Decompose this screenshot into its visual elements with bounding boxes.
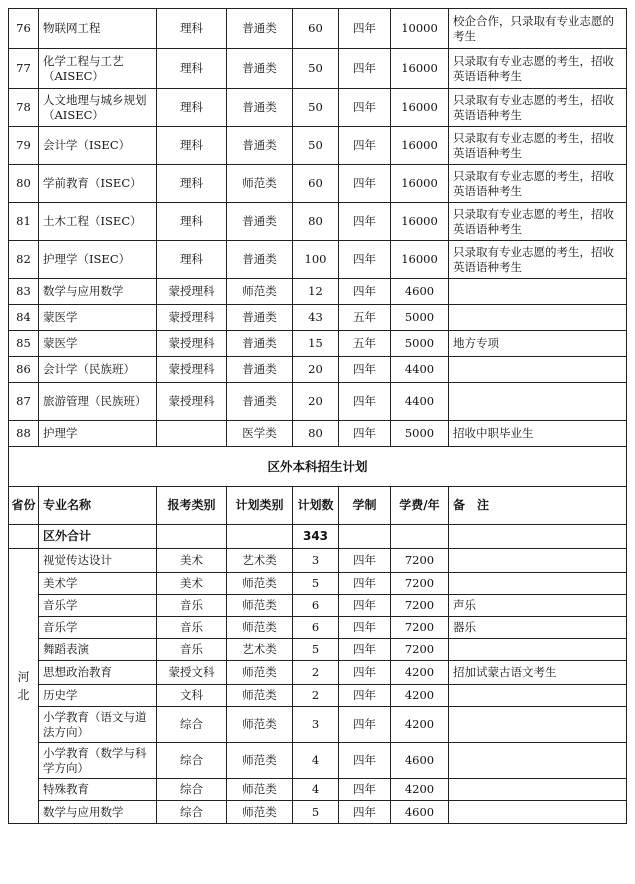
- major-name: 视觉传达设计: [39, 549, 157, 573]
- plan-type: 艺术类: [227, 549, 293, 573]
- row-number: 77: [9, 49, 39, 89]
- tuition-fee: 7200: [391, 617, 449, 639]
- province-name: 河北: [17, 670, 30, 702]
- plan-type: 普通类: [227, 89, 293, 127]
- exam-category: 蒙授理科: [157, 357, 227, 383]
- tuition-fee: 4200: [391, 779, 449, 801]
- table-row: [9, 639, 627, 661]
- total-blank-note: [449, 525, 627, 549]
- tuition-fee: 4200: [391, 685, 449, 707]
- duration: 四年: [339, 639, 391, 661]
- note: [449, 639, 627, 661]
- row-number: 82: [9, 241, 39, 279]
- table-row: [9, 241, 627, 279]
- plan-type: 普通类: [227, 203, 293, 241]
- plan-type: 普通类: [227, 49, 293, 89]
- table-row: [9, 165, 627, 203]
- major-name: 美术学: [39, 573, 157, 595]
- plan-type: 师范类: [227, 279, 293, 305]
- duration: 四年: [339, 165, 391, 203]
- note: 只录取有专业志愿的考生，招收英语语种考生: [449, 49, 627, 89]
- table-row: [9, 707, 627, 743]
- note: [449, 779, 627, 801]
- plan-count: 3: [293, 707, 339, 743]
- duration: 四年: [339, 573, 391, 595]
- row-number: 87: [9, 383, 39, 421]
- header-fee: 学费/年: [391, 487, 449, 525]
- duration: 四年: [339, 617, 391, 639]
- admission-plan-table: [8, 8, 627, 824]
- major-name: 思想政治教育: [39, 661, 157, 685]
- table-row: [9, 331, 627, 357]
- tuition-fee: 16000: [391, 89, 449, 127]
- header-duration: 学制: [339, 487, 391, 525]
- exam-category: 美术: [157, 549, 227, 573]
- tuition-fee: 16000: [391, 49, 449, 89]
- major-name: 护理学: [39, 421, 157, 447]
- exam-category: 理科: [157, 165, 227, 203]
- plan-type: 普通类: [227, 357, 293, 383]
- table-row: [9, 549, 627, 573]
- plan-type: 师范类: [227, 685, 293, 707]
- major-name: 化学工程与工艺（AISEC）: [39, 49, 157, 89]
- exam-category: 综合: [157, 801, 227, 824]
- exam-category: 蒙授理科: [157, 383, 227, 421]
- section-title: 区外本科招生计划: [9, 447, 627, 487]
- exam-category: 音乐: [157, 617, 227, 639]
- plan-type: 师范类: [227, 573, 293, 595]
- total-blank-category: [157, 525, 227, 549]
- exam-category: 理科: [157, 127, 227, 165]
- table-row: [9, 9, 627, 49]
- total-blank-plan-type: [227, 525, 293, 549]
- section-title-row: [9, 447, 627, 487]
- total-row: [9, 525, 627, 549]
- duration: 四年: [339, 279, 391, 305]
- total-blank-duration: [339, 525, 391, 549]
- plan-type: 普通类: [227, 305, 293, 331]
- table-row: [9, 573, 627, 595]
- note: [449, 357, 627, 383]
- major-name: 小学教育（语文与道法方向）: [39, 707, 157, 743]
- tuition-fee: 4200: [391, 661, 449, 685]
- note: 只录取有专业志愿的考生，招收英语语种考生: [449, 203, 627, 241]
- plan-count: 20: [293, 357, 339, 383]
- note: [449, 279, 627, 305]
- section-header: [9, 447, 627, 549]
- plan-count: 50: [293, 49, 339, 89]
- tuition-fee: 4600: [391, 801, 449, 824]
- table-row: [9, 357, 627, 383]
- exam-category: 文科: [157, 685, 227, 707]
- tuition-fee: 4400: [391, 357, 449, 383]
- row-number: 81: [9, 203, 39, 241]
- table-row: [9, 305, 627, 331]
- plan-count: 6: [293, 617, 339, 639]
- duration: 四年: [339, 357, 391, 383]
- total-blank-fee: [391, 525, 449, 549]
- note: 招收中职毕业生: [449, 421, 627, 447]
- plan-type: 师范类: [227, 779, 293, 801]
- plan-type: 师范类: [227, 617, 293, 639]
- table-row: [9, 801, 627, 824]
- major-name: 人文地理与城乡规划（AISEC）: [39, 89, 157, 127]
- tuition-fee: 5000: [391, 331, 449, 357]
- plan-type: 师范类: [227, 743, 293, 779]
- table-row: [9, 89, 627, 127]
- header-province: 省份: [9, 487, 39, 525]
- tuition-fee: 10000: [391, 9, 449, 49]
- duration: 四年: [339, 383, 391, 421]
- plan-count: 2: [293, 661, 339, 685]
- table-row: [9, 49, 627, 89]
- tuition-fee: 16000: [391, 203, 449, 241]
- plan-count: 6: [293, 595, 339, 617]
- admission-plan-sheet: [8, 8, 626, 824]
- plan-count: 5: [293, 573, 339, 595]
- note: 器乐: [449, 617, 627, 639]
- note: [449, 743, 627, 779]
- exam-category: 理科: [157, 89, 227, 127]
- table-row: [9, 127, 627, 165]
- plan-type: 医学类: [227, 421, 293, 447]
- plan-count: 60: [293, 9, 339, 49]
- exam-category: 蒙授文科: [157, 661, 227, 685]
- exam-category: 综合: [157, 779, 227, 801]
- duration: 五年: [339, 305, 391, 331]
- header-category: 报考类别: [157, 487, 227, 525]
- tuition-fee: 16000: [391, 241, 449, 279]
- exam-category: 音乐: [157, 595, 227, 617]
- duration: 五年: [339, 331, 391, 357]
- note: [449, 305, 627, 331]
- duration: 四年: [339, 595, 391, 617]
- plan-count: 4: [293, 779, 339, 801]
- duration: 四年: [339, 707, 391, 743]
- plan-type: 普通类: [227, 241, 293, 279]
- major-name: 特殊教育: [39, 779, 157, 801]
- table-row: [9, 203, 627, 241]
- exam-category: 蒙授理科: [157, 305, 227, 331]
- plan-count: 3: [293, 549, 339, 573]
- exam-category: 理科: [157, 203, 227, 241]
- plan-count: 60: [293, 165, 339, 203]
- duration: 四年: [339, 549, 391, 573]
- tuition-fee: 7200: [391, 549, 449, 573]
- total-count: 343: [293, 525, 339, 549]
- major-name: 小学教育（数学与科学方向）: [39, 743, 157, 779]
- plan-type: 普通类: [227, 383, 293, 421]
- row-number: 86: [9, 357, 39, 383]
- plan-count: 43: [293, 305, 339, 331]
- note: 只录取有专业志愿的考生，招收英语语种考生: [449, 127, 627, 165]
- duration: 四年: [339, 685, 391, 707]
- plan-count: 5: [293, 639, 339, 661]
- plan-count: 12: [293, 279, 339, 305]
- plan-type: 师范类: [227, 595, 293, 617]
- plan-type: 普通类: [227, 9, 293, 49]
- table-row: [9, 279, 627, 305]
- duration: 四年: [339, 661, 391, 685]
- note: 地方专项: [449, 331, 627, 357]
- total-empty: [9, 525, 39, 549]
- row-number: 76: [9, 9, 39, 49]
- header-major: 专业名称: [39, 487, 157, 525]
- exam-category: 综合: [157, 707, 227, 743]
- duration: 四年: [339, 49, 391, 89]
- table-row: [9, 743, 627, 779]
- plan-type: 师范类: [227, 165, 293, 203]
- plan-type: 师范类: [227, 801, 293, 824]
- plan-type: 普通类: [227, 331, 293, 357]
- exam-category: 理科: [157, 9, 227, 49]
- tuition-fee: 4400: [391, 383, 449, 421]
- plan-type: 师范类: [227, 661, 293, 685]
- major-name: 学前教育（ISEC）: [39, 165, 157, 203]
- duration: 四年: [339, 89, 391, 127]
- major-name: 蒙医学: [39, 305, 157, 331]
- major-name: 音乐学: [39, 595, 157, 617]
- tuition-fee: 5000: [391, 421, 449, 447]
- tuition-fee: 7200: [391, 573, 449, 595]
- major-name: 旅游管理（民族班）: [39, 383, 157, 421]
- row-number: 78: [9, 89, 39, 127]
- table-row: [9, 685, 627, 707]
- table-row: [9, 383, 627, 421]
- note: [449, 801, 627, 824]
- major-name: 蒙医学: [39, 331, 157, 357]
- plan-count: 2: [293, 685, 339, 707]
- table-row: [9, 421, 627, 447]
- major-name: 历史学: [39, 685, 157, 707]
- part2-body: [9, 549, 627, 824]
- note: [449, 573, 627, 595]
- duration: 四年: [339, 203, 391, 241]
- major-name: 土木工程（ISEC）: [39, 203, 157, 241]
- table-row: [9, 661, 627, 685]
- duration: 四年: [339, 241, 391, 279]
- exam-category: 理科: [157, 241, 227, 279]
- note: [449, 707, 627, 743]
- exam-category: 蒙授理科: [157, 331, 227, 357]
- note: 只录取有专业志愿的考生，招收英语语种考生: [449, 165, 627, 203]
- duration: 四年: [339, 127, 391, 165]
- tuition-fee: 4200: [391, 707, 449, 743]
- major-name: 舞蹈表演: [39, 639, 157, 661]
- duration: 四年: [339, 801, 391, 824]
- row-number: 83: [9, 279, 39, 305]
- row-number: 84: [9, 305, 39, 331]
- exam-category: 蒙授理科: [157, 279, 227, 305]
- plan-count: 80: [293, 203, 339, 241]
- note: 招加试蒙古语文考生: [449, 661, 627, 685]
- major-name: 数学与应用数学: [39, 279, 157, 305]
- major-name: 音乐学: [39, 617, 157, 639]
- exam-category: 理科: [157, 49, 227, 89]
- header-count: 计划数: [293, 487, 339, 525]
- row-number: 80: [9, 165, 39, 203]
- major-name: 会计学（民族班）: [39, 357, 157, 383]
- tuition-fee: 4600: [391, 743, 449, 779]
- plan-count: 4: [293, 743, 339, 779]
- plan-count: 50: [293, 127, 339, 165]
- header-note: 备 注: [449, 487, 627, 525]
- exam-category: 音乐: [157, 639, 227, 661]
- note: 声乐: [449, 595, 627, 617]
- major-name: 物联网工程: [39, 9, 157, 49]
- exam-category: 美术: [157, 573, 227, 595]
- note: [449, 685, 627, 707]
- note: [449, 383, 627, 421]
- duration: 四年: [339, 779, 391, 801]
- plan-type: 师范类: [227, 707, 293, 743]
- total-label: 区外合计: [39, 525, 157, 549]
- tuition-fee: 4600: [391, 279, 449, 305]
- tuition-fee: 7200: [391, 595, 449, 617]
- duration: 四年: [339, 421, 391, 447]
- table-row: [9, 617, 627, 639]
- plan-count: 15: [293, 331, 339, 357]
- row-number: 79: [9, 127, 39, 165]
- exam-category: [157, 421, 227, 447]
- duration: 四年: [339, 743, 391, 779]
- note: 只录取有专业志愿的考生，招收英语语种考生: [449, 241, 627, 279]
- plan-count: 50: [293, 89, 339, 127]
- note: [449, 549, 627, 573]
- exam-category: 综合: [157, 743, 227, 779]
- tuition-fee: 7200: [391, 639, 449, 661]
- duration: 四年: [339, 9, 391, 49]
- row-number: 88: [9, 421, 39, 447]
- plan-count: 20: [293, 383, 339, 421]
- part1-body: [9, 9, 627, 447]
- row-number: 85: [9, 331, 39, 357]
- plan-type: 普通类: [227, 127, 293, 165]
- major-name: 护理学（ISEC）: [39, 241, 157, 279]
- plan-type: 艺术类: [227, 639, 293, 661]
- tuition-fee: 5000: [391, 305, 449, 331]
- table-row: [9, 595, 627, 617]
- plan-count: 100: [293, 241, 339, 279]
- plan-count: 5: [293, 801, 339, 824]
- tuition-fee: 16000: [391, 165, 449, 203]
- major-name: 会计学（ISEC）: [39, 127, 157, 165]
- header-plan-type: 计划类别: [227, 487, 293, 525]
- tuition-fee: 16000: [391, 127, 449, 165]
- table-row: [9, 779, 627, 801]
- note: 只录取有专业志愿的考生，招收英语语种考生: [449, 89, 627, 127]
- note: 校企合作，只录取有专业志愿的考生: [449, 9, 627, 49]
- province-cell: [9, 549, 39, 824]
- major-name: 数学与应用数学: [39, 801, 157, 824]
- column-header-row: [9, 487, 627, 525]
- plan-count: 80: [293, 421, 339, 447]
